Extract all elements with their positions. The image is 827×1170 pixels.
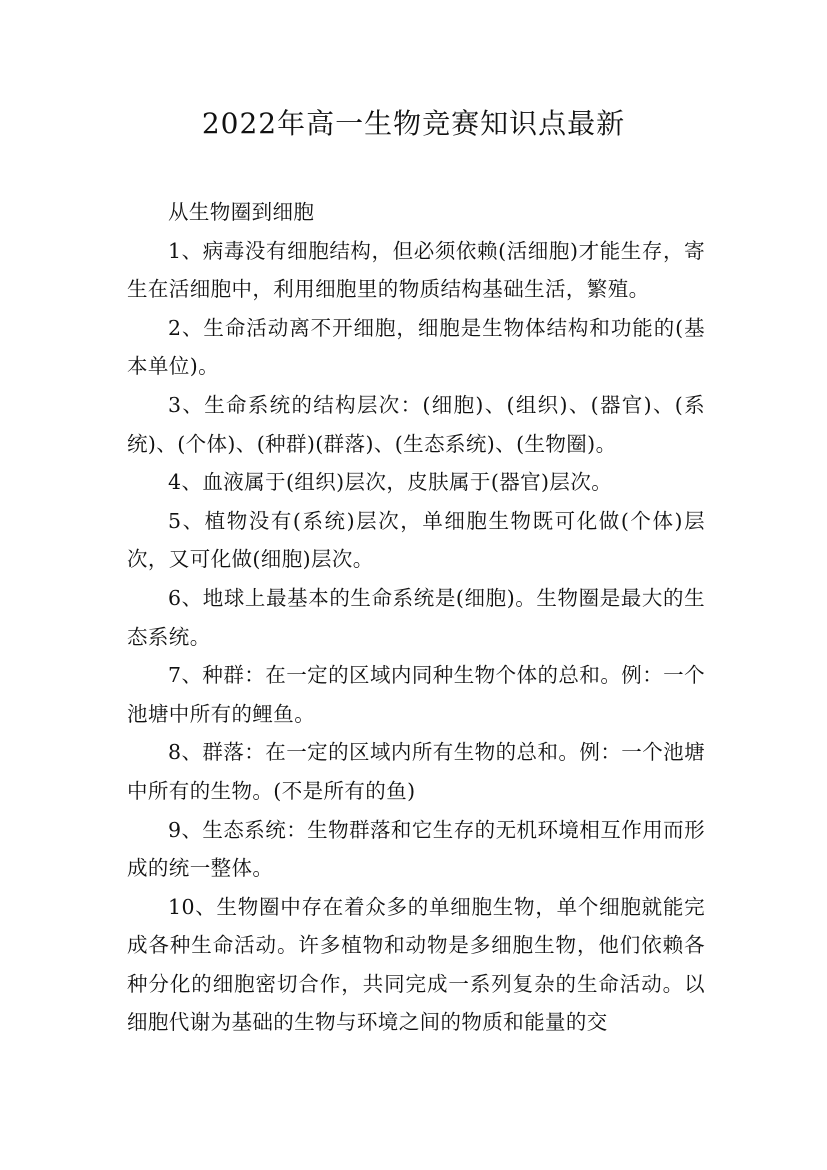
paragraph-2: 2、生命活动离不开细胞，细胞是生物体结构和功能的(基本单位)。 bbox=[127, 315, 705, 379]
paragraph-8: 8、群落：在一定的区域内所有生物的总和。例：一个池塘中所有的生物。(不是所有的鱼) bbox=[127, 740, 705, 803]
paragraph-7: 7、种群：在一定的区域内同种生物个体的总和。例：一个池塘中所有的鲤鱼。 bbox=[127, 663, 705, 726]
paragraph-3: 3、生命系统的结构层次：(细胞)、(组织)、(器官)、(系统)、(个体)、(种群)(群落)、(生态系统)、(生物圈)。 bbox=[127, 392, 705, 456]
paragraph-section-heading: 从生物圈到细胞 bbox=[168, 200, 315, 224]
paragraph-1: 1、病毒没有细胞结构，但必须依赖(活细胞)才能生存，寄生在活细胞中，利用细胞里的物质结构基础生活，繁殖。 bbox=[127, 238, 705, 302]
paragraph-9: 9、生态系统：生物群落和它生存的无机环境相互作用而形成的统一整体。 bbox=[127, 817, 705, 881]
page-title: 2022年高一生物竞赛知识点最新 bbox=[201, 107, 626, 140]
paragraph-5: 5、植物没有(系统)层次，单细胞生物既可化做(个体)层次，又可化做(细胞)层次。 bbox=[127, 508, 705, 572]
paragraph-10: 10、生物圈中存在着众多的单细胞生物，单个细胞就能完成各种生命活动。许多植物和动物是多细胞生物，他们依赖各种分化的细胞密切合作，共同完成一系列复杂的生命活动。以细胞代谢为基础的生物与环境之间的物质和能量的交 bbox=[127, 894, 705, 1035]
document-body bbox=[127, 193, 705, 1042]
paragraph-4: 4、血液属于(组织)层次，皮肤属于(器官)层次。 bbox=[168, 470, 613, 495]
paragraph-6: 6、地球上最基本的生命系统是(细胞)。生物圈是最大的生态系统。 bbox=[127, 585, 705, 649]
